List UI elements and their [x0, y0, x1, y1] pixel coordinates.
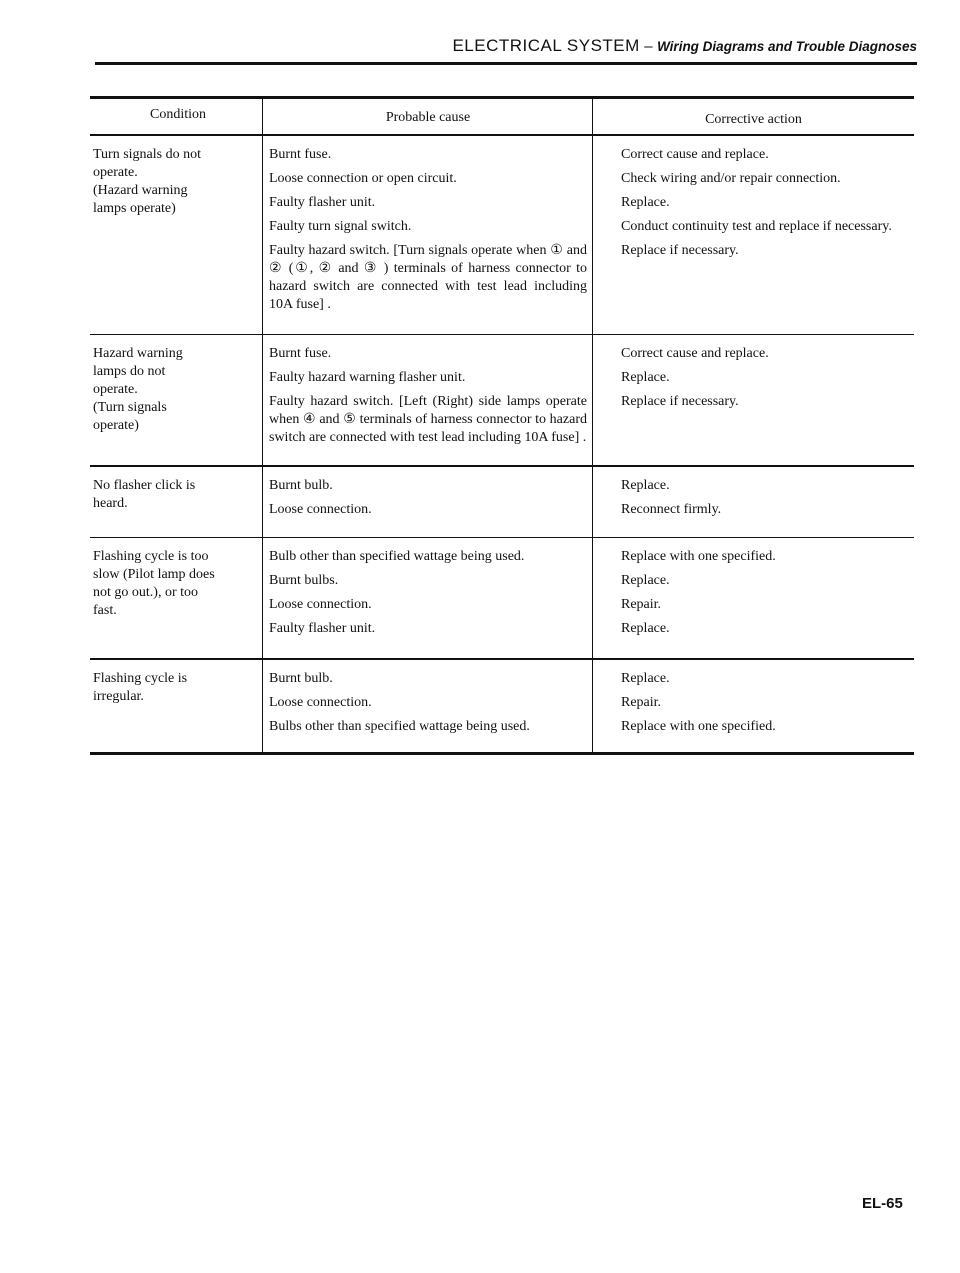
table-bottom-rule [90, 752, 914, 755]
corrective-action-item: Repair. [621, 694, 662, 710]
condition-line: fast. [93, 603, 117, 618]
diagnosis-table [90, 96, 914, 755]
corrective-action-item: Replace with one specified. [621, 718, 776, 734]
corrective-action-item: Check wiring and/or repair connection. [621, 170, 841, 186]
corrective-action-cell [599, 136, 914, 320]
probable-cause-item: Burnt bulbs. [269, 573, 339, 588]
probable-cause-item: Burnt fuse. [269, 146, 332, 162]
table-row [90, 136, 914, 334]
header-probable-cause: Probable cause [385, 110, 471, 125]
probable-cause-item: Bulbs other than specified wattage being used. [269, 718, 530, 734]
column-divider [262, 335, 263, 465]
column-divider [592, 99, 593, 134]
corrective-action-item: Replace. [621, 573, 670, 588]
header-rule [95, 62, 917, 65]
corrective-action-item: Replace. [621, 477, 670, 493]
corrective-action-item: Correct cause and replace. [621, 346, 769, 361]
condition-line: slow (Pilot lamp does [93, 567, 215, 582]
corrective-action-item: Replace if necessary. [621, 394, 739, 409]
condition-cell [90, 335, 263, 453]
probable-cause-cell [263, 660, 599, 742]
probable-cause-item: Faulty flasher unit. [269, 194, 376, 210]
column-divider [262, 660, 263, 752]
table-row [90, 538, 914, 658]
probable-cause-item: Burnt bulb. [269, 477, 333, 493]
condition-cell [90, 538, 263, 644]
probable-cause-cell [263, 335, 599, 453]
condition-cell [90, 467, 263, 525]
condition-line: heard. [93, 495, 128, 511]
corrective-action-item: Conduct continuity test and replace if necessary. [621, 218, 892, 234]
probable-cause-cell [263, 136, 599, 320]
condition-cell [90, 136, 263, 320]
condition-line: Turn signals do not [93, 146, 202, 162]
condition-line: operate) [93, 418, 139, 433]
corrective-action-item: Repair. [621, 597, 662, 612]
column-divider [592, 467, 593, 537]
condition-line: Flashing cycle is [93, 670, 188, 686]
column-divider [592, 136, 593, 334]
corrective-action-cell [599, 660, 914, 742]
corrective-action-item: Replace. [621, 621, 670, 636]
condition-line: Flashing cycle is too [93, 549, 209, 564]
corrective-action-item: Replace with one specified. [621, 549, 776, 564]
header-title: ELECTRICAL SYSTEM [452, 36, 640, 55]
header-dash: – [644, 38, 653, 55]
header-condition: Condition [149, 107, 206, 122]
condition-line: not go out.), or too [93, 585, 198, 600]
table-body [90, 134, 914, 755]
probable-cause-item: Faulty flasher unit. [269, 621, 376, 636]
condition-line: No flasher click is [93, 477, 196, 493]
condition-line: operate. [93, 164, 138, 180]
table-row [90, 467, 914, 537]
probable-cause-item: Loose connection. [269, 694, 372, 710]
probable-cause-item: Burnt fuse. [269, 346, 332, 361]
table-row [90, 660, 914, 752]
probable-cause-item: Faulty turn signal switch. [269, 218, 412, 234]
condition-line: lamps operate) [93, 200, 176, 216]
condition-line: (Hazard warning [93, 182, 188, 198]
corrective-action-cell [599, 538, 914, 644]
probable-cause-item: Loose connection. [269, 501, 372, 517]
corrective-action-item: Replace. [621, 670, 670, 686]
probable-cause-item: Faulty hazard switch. [Left (Right) side lamps operate when ④ and ⑤ terminals of harness connector to hazard switch are connected with test lead including 10A fuse] . [269, 394, 587, 445]
column-divider [592, 335, 593, 465]
column-divider [262, 136, 263, 334]
condition-line: irregular. [93, 688, 144, 704]
page-header [95, 36, 917, 56]
corrective-action-item: Replace. [621, 194, 670, 210]
table-row [90, 335, 914, 465]
page-number: EL-65 [862, 1195, 903, 1212]
probable-cause-cell [263, 467, 599, 525]
corrective-action-item: Replace if necessary. [621, 242, 739, 258]
column-divider [592, 660, 593, 752]
column-divider [592, 538, 593, 658]
condition-line: operate. [93, 382, 138, 397]
column-divider [262, 99, 263, 134]
probable-cause-item: Faulty hazard warning flasher unit. [269, 370, 466, 385]
condition-cell [90, 660, 263, 742]
probable-cause-item: Faulty hazard switch. [Turn signals operate when ① and ② (①, ② and ③ ) terminals of harness connector to hazard switch are connected with test lead including 10A fuse] . [269, 242, 587, 312]
corrective-action-item: Replace. [621, 370, 670, 385]
corrective-action-cell [599, 467, 914, 525]
condition-line: (Turn signals [93, 400, 167, 415]
probable-cause-item: Bulb other than specified wattage being used. [269, 549, 525, 564]
column-divider [262, 538, 263, 658]
probable-cause-item: Loose connection or open circuit. [269, 170, 457, 186]
corrective-action-cell [599, 335, 914, 453]
header-corrective-action: Corrective action [705, 112, 802, 127]
header-subtitle: Wiring Diagrams and Trouble Diagnoses [657, 39, 917, 54]
condition-line: lamps do not [93, 364, 166, 379]
probable-cause-item: Loose connection. [269, 597, 372, 612]
corrective-action-item: Correct cause and replace. [621, 146, 769, 162]
table-header-row [90, 99, 914, 134]
column-divider [262, 467, 263, 537]
condition-line: Hazard warning [93, 346, 183, 361]
probable-cause-item: Burnt bulb. [269, 670, 333, 686]
probable-cause-cell [263, 538, 599, 644]
corrective-action-item: Reconnect firmly. [621, 501, 722, 517]
